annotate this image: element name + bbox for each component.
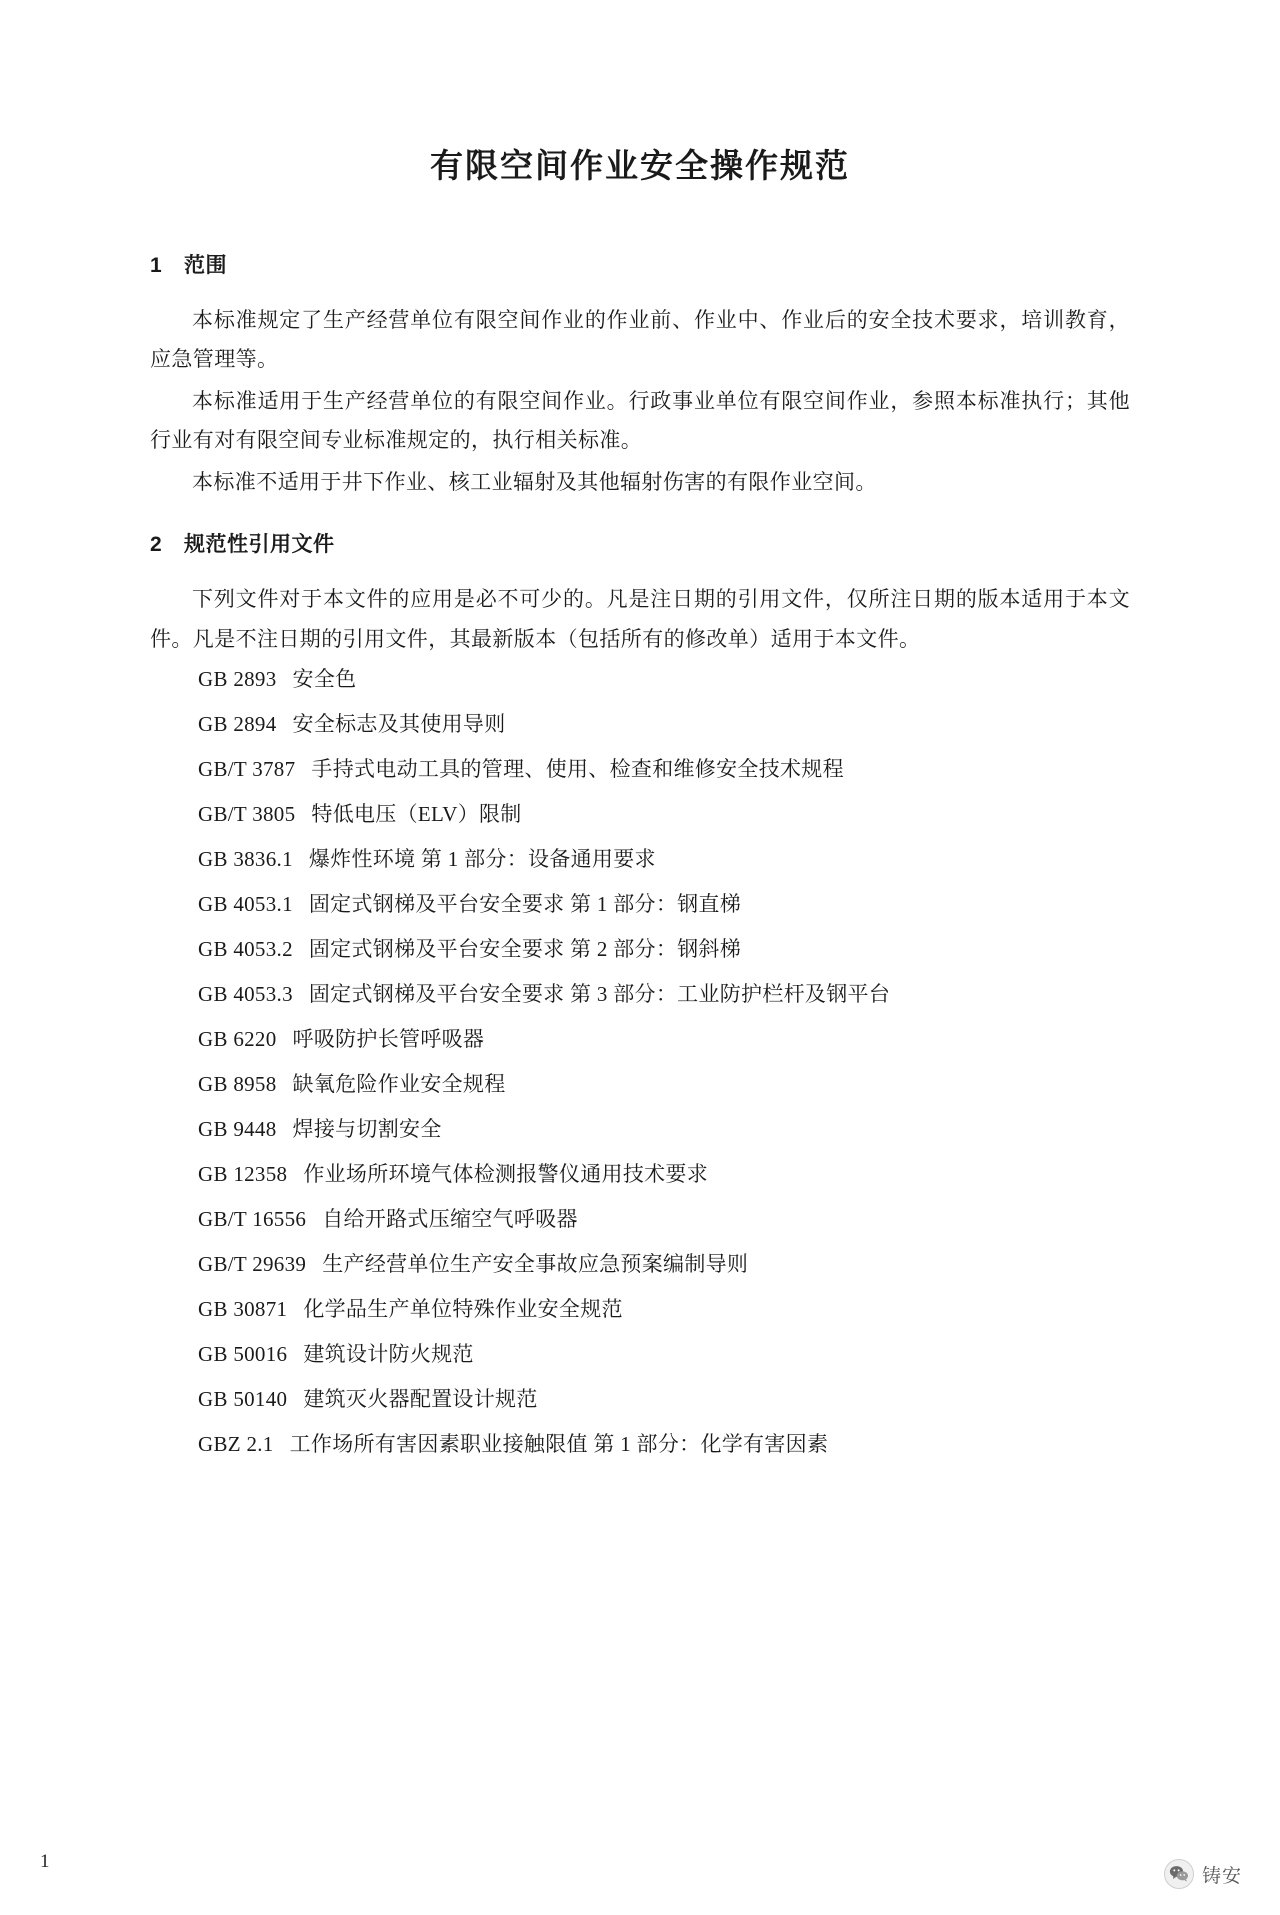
paragraph-1-3: 本标准不适用于井下作业、核工业辐射及其他辐射伤害的有限作业空间。 bbox=[192, 469, 877, 494]
reference-name: 建筑灭火器配置设计规范 bbox=[303, 1387, 538, 1412]
reference-code: GB 2893 bbox=[198, 667, 277, 692]
list-item bbox=[150, 1029, 1130, 1050]
list-item bbox=[150, 849, 1130, 870]
page-number: 1 bbox=[40, 1851, 50, 1872]
paragraph-2-1: 下列文件对于本文件的应用是必不可少的。凡是注日期的引用文件，仅所注日期的版本适用于本文件。凡是不注日期的引用文件，其最新版本（包括所有的修改单）适用于本文件。 bbox=[150, 587, 1130, 651]
reference-code: GB 50016 bbox=[198, 1342, 288, 1367]
list-item bbox=[150, 1434, 1130, 1455]
reference-code: GBZ 2.1 bbox=[198, 1432, 274, 1457]
list-item bbox=[150, 804, 1130, 825]
reference-name: 工作场所有害因素职业接触限值 第 1 部分：化学有害因素 bbox=[289, 1432, 829, 1457]
list-item bbox=[150, 939, 1130, 960]
reference-name: 固定式钢梯及平台安全要求 第 2 部分：钢斜梯 bbox=[308, 937, 742, 962]
section-title-1: 范围 bbox=[184, 254, 227, 277]
list-item bbox=[150, 984, 1130, 1005]
spacer bbox=[150, 504, 1130, 528]
list-item bbox=[150, 1074, 1130, 1095]
reference-name: 手持式电动工具的管理、使用、检查和维修安全技术规程 bbox=[311, 757, 844, 782]
reference-code: GB 12358 bbox=[198, 1162, 288, 1187]
reference-code: GB 50140 bbox=[198, 1387, 288, 1412]
paragraph-1-1: 本标准规定了生产经营单位有限空间作业的作业前、作业中、作业后的安全技术要求，培训教育，应急管理等。 bbox=[150, 308, 1130, 372]
reference-code: GB 3836.1 bbox=[198, 847, 293, 872]
reference-code: GB 2894 bbox=[198, 712, 277, 737]
reference-code: GB 4053.2 bbox=[198, 937, 293, 962]
paragraph-1-2: 本标准适用于生产经营单位的有限空间作业。行政事业单位有限空间作业，参照本标准执行；其他行业有对有限空间专业标准规定的，执行相关标准。 bbox=[150, 388, 1130, 453]
list-item bbox=[150, 894, 1130, 915]
reference-name: 特低电压（ELV）限制 bbox=[311, 802, 522, 827]
reference-name: 安全标志及其使用导则 bbox=[292, 712, 506, 737]
reference-name: 自给开路式压缩空气呼吸器 bbox=[322, 1207, 578, 1232]
section-heading-1 bbox=[150, 249, 1130, 279]
reference-name: 安全色 bbox=[292, 667, 357, 692]
reference-code: GB 8958 bbox=[198, 1072, 277, 1097]
list-item bbox=[150, 1389, 1130, 1410]
section-number-1: 1 bbox=[150, 254, 163, 277]
list-item bbox=[150, 1119, 1130, 1140]
reference-name: 固定式钢梯及平台安全要求 第 1 部分：钢直梯 bbox=[308, 892, 742, 917]
list-item bbox=[150, 1344, 1130, 1365]
reference-name: 焊接与切割安全 bbox=[292, 1117, 442, 1142]
reference-name: 固定式钢梯及平台安全要求 第 3 部分：工业防护栏杆及钢平台 bbox=[308, 982, 891, 1007]
list-item bbox=[150, 1254, 1130, 1275]
list-item bbox=[150, 1164, 1130, 1185]
list-item bbox=[150, 669, 1130, 690]
reference-name: 化学品生产单位特殊作业安全规范 bbox=[303, 1297, 623, 1322]
reference-name: 建筑设计防火规范 bbox=[303, 1342, 474, 1367]
list-item bbox=[150, 1299, 1130, 1320]
reference-name: 生产经营单位生产安全事故应急预案编制导则 bbox=[322, 1252, 749, 1277]
section-title-2: 规范性引用文件 bbox=[184, 533, 335, 557]
list-item bbox=[150, 1209, 1130, 1230]
watermark-text: 铸安 bbox=[1201, 1865, 1242, 1887]
reference-code: GB 30871 bbox=[198, 1297, 288, 1322]
reference-name: 呼吸防护长管呼吸器 bbox=[292, 1027, 485, 1052]
reference-code: GB/T 3787 bbox=[198, 757, 296, 782]
reference-name: 缺氧危险作业安全规程 bbox=[292, 1072, 506, 1097]
reference-code: GB 4053.3 bbox=[198, 982, 293, 1007]
wechat-icon bbox=[1164, 1859, 1194, 1889]
normative-references-list bbox=[150, 669, 1130, 1455]
reference-code: GB 4053.1 bbox=[198, 892, 293, 917]
section-heading-2 bbox=[150, 528, 1130, 558]
reference-code: GB 6220 bbox=[198, 1027, 277, 1052]
reference-code: GB/T 29639 bbox=[198, 1252, 307, 1277]
reference-code: GB 9448 bbox=[198, 1117, 277, 1142]
reference-code: GB/T 3805 bbox=[198, 802, 296, 827]
reference-name: 作业场所环境气体检测报警仪通用技术要求 bbox=[303, 1162, 709, 1187]
list-item bbox=[150, 714, 1130, 735]
section-number-2: 2 bbox=[150, 533, 163, 557]
list-item bbox=[150, 759, 1130, 780]
reference-name: 爆炸性环境 第 1 部分：设备通用要求 bbox=[308, 847, 656, 872]
watermark bbox=[1164, 1859, 1242, 1889]
reference-code: GB/T 16556 bbox=[198, 1207, 307, 1232]
page-title: 有限空间作业安全操作规范 bbox=[430, 147, 850, 184]
